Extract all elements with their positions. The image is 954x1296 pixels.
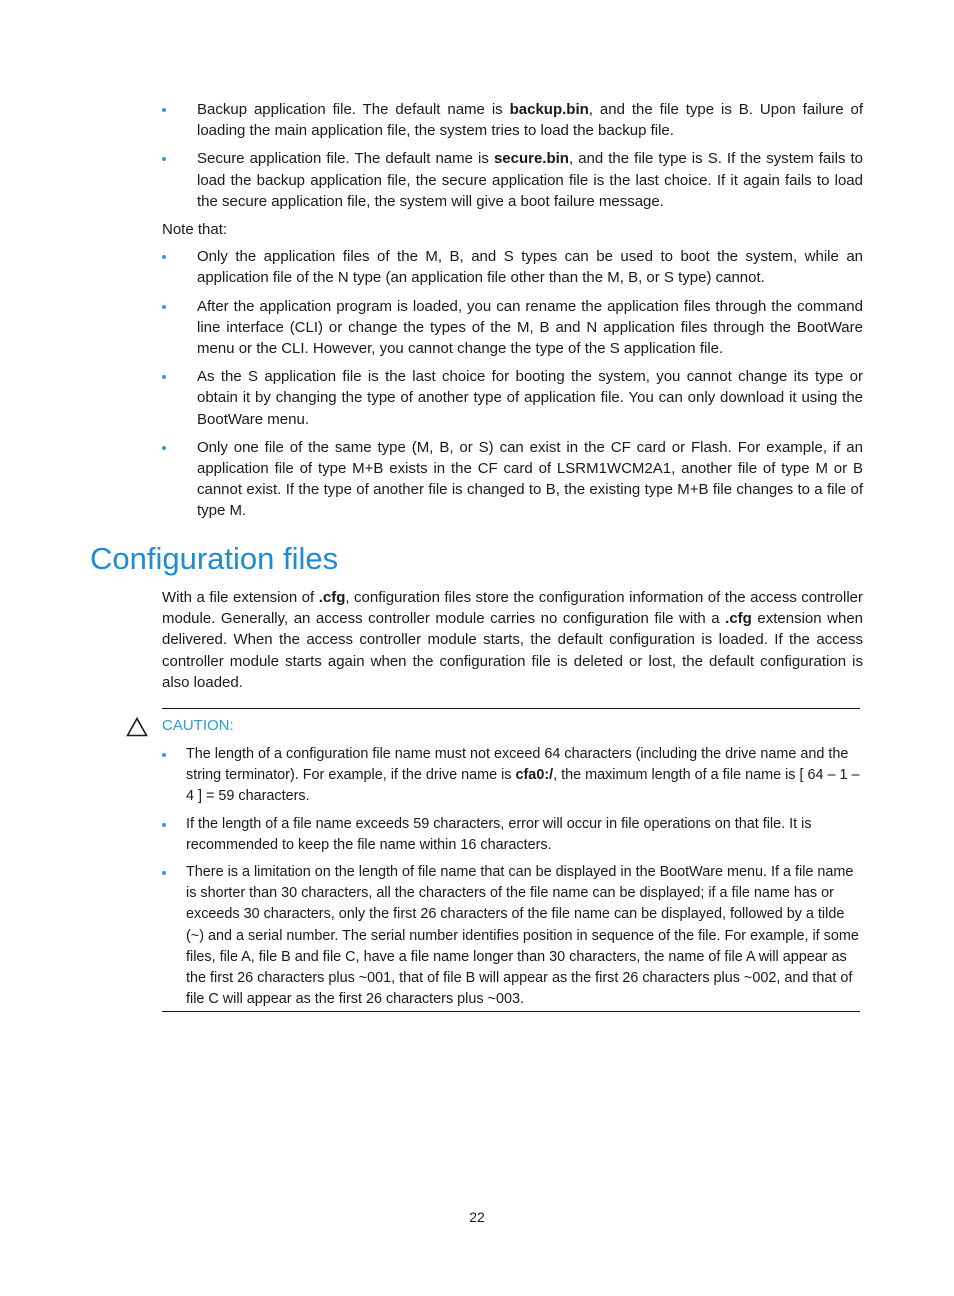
bullet-text: There is a limitation on the length of file name that can be displayed in the BootWare menu. If a file name is shorter than 30 characters, all the characters of the file name can be displayed; if a file name has or exceeds 30 characters, only the first 26 characters of the file name can be displayed, followed by a tilde (~) and a serial number. The serial number identifies position in sequence of the file. For example, if some files, file A, file B and file C, have a file name longer than 30 characters, the name of file A will appear as the first 26 characters plus ~001, that of file B will appear as the first 26 characters plus ~002, and that of file C will appear as the first 26 characters plus ~003.: [186, 864, 859, 1008]
bullet-text: , the maximum length of a file name is [ 64 – 1 – 4 ] = 59 characters.: [186, 767, 860, 805]
caution-bullet-list: [162, 744, 860, 1010]
caution-box: [162, 708, 860, 1012]
paragraph-text: With a file extension of: [162, 589, 319, 606]
bullet-filename: secure.bin: [493, 150, 569, 168]
bullet-text: After the application program is loaded, you can rename the application files through the command line interface (CLI) or change the types of the M, B and N application files through the BootWare menu or the CLI. However, you cannot change the type of the S application file.: [197, 297, 863, 358]
paragraph-text: , configuration files store the configuration information of the access controller module. Generally, an access controller module carries no configuration file with a: [162, 589, 863, 628]
bullet-dot: [162, 871, 166, 875]
extension-text: .cfg: [725, 610, 752, 628]
bullet-dot: [162, 305, 166, 309]
bullet-text: , and the file type is B. Upon failure of loading the main application file, the system tries to load the backup file.: [197, 101, 864, 140]
bullet-text: As the S application file is the last choice for booting the system, you cannot change its type or obtain it by changing the type of another type of application file. You can only download it using the BootWare menu.: [197, 368, 863, 428]
bullet-dot: [162, 157, 166, 161]
list-item: [162, 99, 863, 141]
bullet-text: Backup application file. The default name is: [197, 101, 510, 118]
drive-name: cfa0:/: [515, 767, 554, 784]
bullet-text: Only the application files of the M, B, and S types can be used to boot the system, while an application file of the N type (an application file other than the M, B, or S type) cannot.: [197, 248, 863, 287]
extension-text: .cfg: [318, 589, 346, 606]
caution-label: CAUTION:: [162, 717, 234, 734]
list-item: [162, 246, 863, 288]
bullet-dot: [162, 108, 166, 112]
bullet-text: The length of a configuration file name must not exceed 64 characters (including the drive name and the string terminator). For example, if the drive name is: [186, 746, 849, 784]
list-item: [162, 296, 863, 360]
warning-triangle-icon: [126, 717, 148, 737]
bullet-text: Secure application file. The default name is: [197, 150, 494, 168]
paragraph-text: extension when delivered. When the access controller module starts, the default configuration is loaded. If the access controller module starts again when the configuration file is deleted or lost, the default configuration is also loaded.: [162, 610, 863, 691]
config-paragraph: [162, 587, 863, 693]
bullet-text: If the length of a file name exceeds 59 characters, error will occur in file operations on that file. It is recommended to keep the file name within 16 characters.: [186, 815, 812, 853]
list-item: [162, 814, 860, 856]
page-number: 22: [469, 1209, 485, 1225]
list-item: [162, 366, 863, 430]
note-label: Note that:: [162, 221, 228, 239]
bullet-dot: [162, 823, 166, 827]
bullet-text: Only one file of the same type (M, B, or S) can exist in the CF card or Flash. For example, if an application file of type M+B exists in the CF card of LSRM1WCM2A1, another file of type M or B cannot exist. If the type of another file is changed to B, the existing type M+B file changes to a file of type M.: [197, 438, 863, 520]
bullet-dot: [162, 446, 166, 450]
list-item: [162, 437, 863, 522]
list-item: [162, 862, 860, 1010]
bullet-text: , and the file type is S. If the system fails to load the backup application file, the secure application file is the last choice. If it again fails to load the secure application file, the system will give a boot failure message.: [197, 150, 864, 210]
bullet-dot: [162, 375, 166, 379]
section-title: Configuration files: [90, 541, 339, 576]
bullet-dot: [162, 255, 166, 259]
note-bullet-list: [162, 246, 863, 521]
list-item: [162, 148, 863, 212]
bullet-filename: backup.bin: [509, 101, 589, 118]
list-item: [162, 744, 860, 808]
intro-bullet-list: [162, 99, 863, 212]
application-files-section: [162, 99, 863, 529]
bullet-dot: [162, 753, 166, 757]
